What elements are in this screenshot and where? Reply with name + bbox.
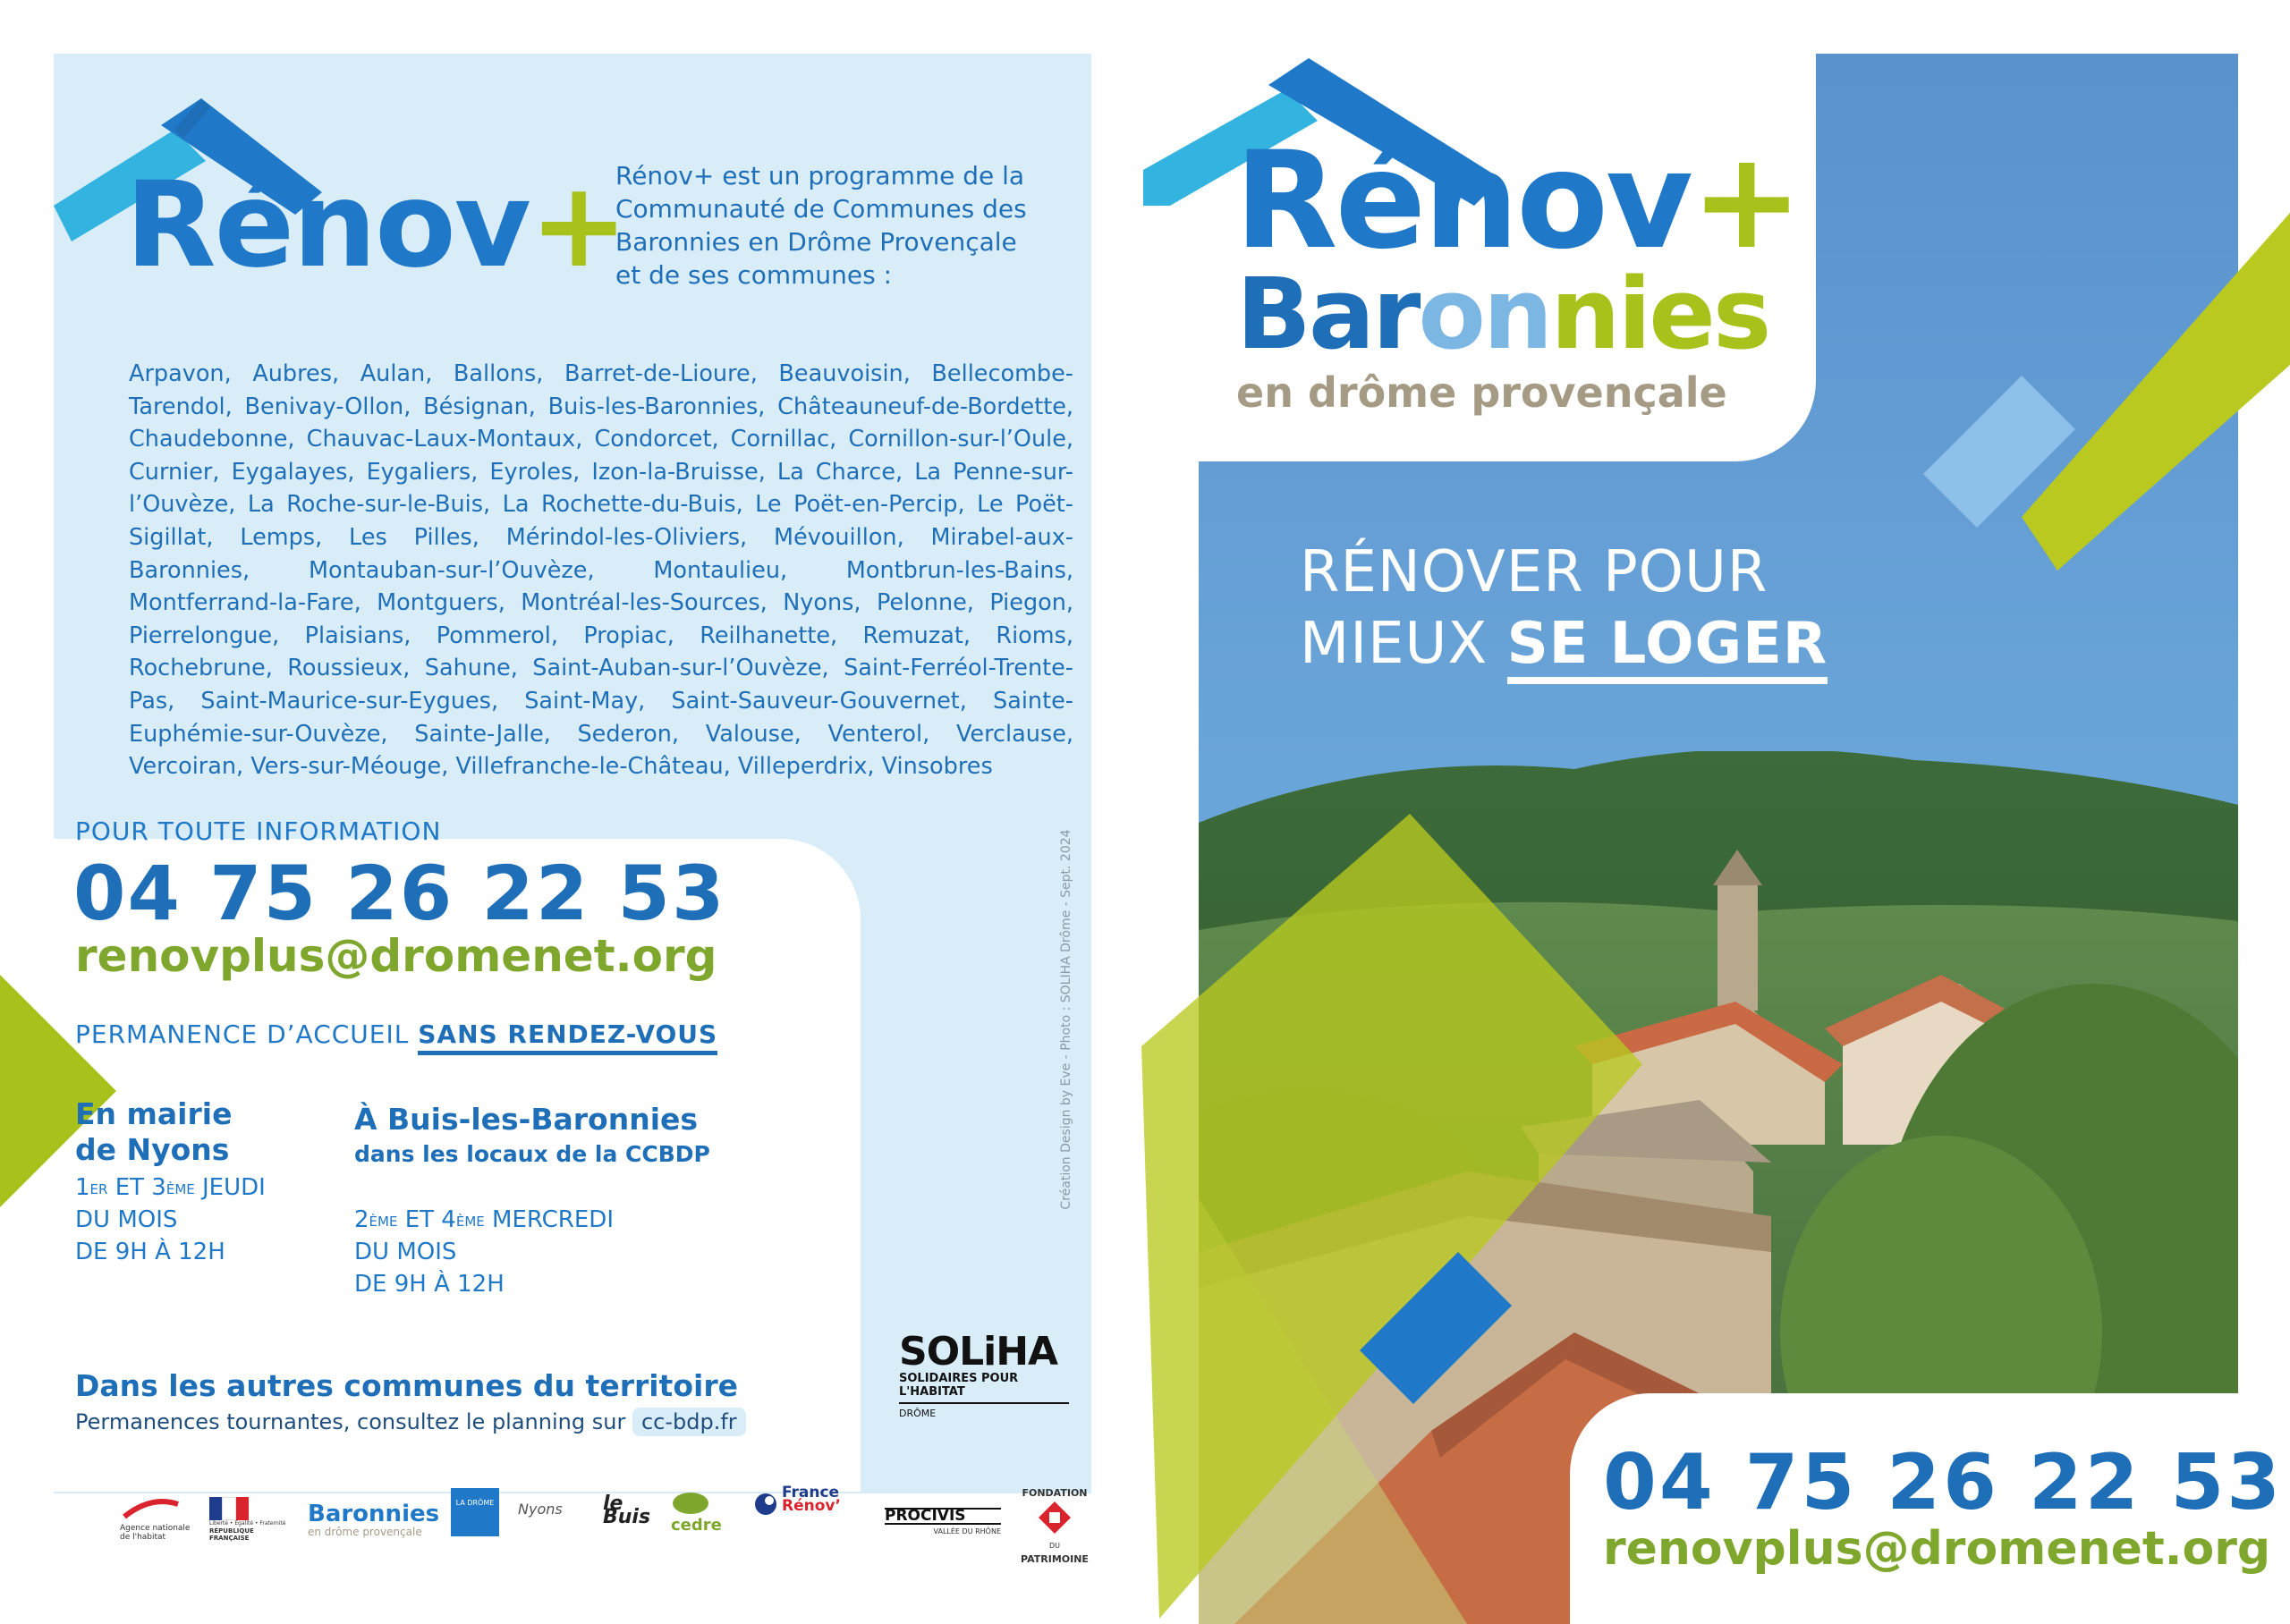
partner-logos: [120, 1484, 1095, 1565]
procivis-logo: PROCIVIS VALLÉE DU RHÔNE: [885, 1507, 1001, 1535]
france-renov-icon: [753, 1492, 778, 1517]
nyons-logo: Nyons: [518, 1501, 563, 1518]
cedre-logo: cedre: [671, 1492, 725, 1532]
credits-vertical: Création Design by Eve - Photo : SOLIHA Drôme - Sept. 2024: [1059, 829, 1073, 1210]
blue-square-decoration: [1360, 1252, 1530, 1404]
phone-number[interactable]: 04 75 26 22 53: [73, 850, 726, 937]
email-address-right[interactable]: renovplus@dromenet.org: [1603, 1522, 2271, 1576]
se-loger-highlight: SE LOGER: [1507, 611, 1828, 684]
baronnies-logo: Baronnies en drôme provençale: [308, 1501, 440, 1538]
intro-text: Rénov+ est un programme de la Communauté de Communes des Baronnies en Drôme Provençale et de ses communes :: [615, 161, 1027, 290]
cedre-icon: [671, 1492, 710, 1515]
credits-text: [1107, 859, 1134, 1288]
renov-plus-logo: Rénov+: [125, 156, 627, 294]
permanence-label: PERMANENCE D’ACCUEIL SANS RENDEZ-VOUS: [75, 1019, 717, 1049]
buis-subtitle: dans les locaux de la CCBDP: [354, 1141, 710, 1167]
buis-schedule: 2ÈME ET 4ÈME MERCREDI DU MOIS DE 9H À 12H: [354, 1206, 614, 1298]
communes-list: Arpavon, Aubres, Aulan, Ballons, Barret-de-Lioure, Beauvoisin, Bellecombe-Tarendol, Benivay-Ollon, Bésignan, Buis-les-Baronnies, Châteauneuf-de-Bordette, Chaudebonne, Chauvac-Laux-Montaux, Condorcet, Cornillac, Cornillon-sur-l’Oule, Curnier, Eygalayes, Eygaliers, Eyroles, Izon-la-Bruisse, La Charce, La Penne-sur-l’Ouvèze, La Roche-sur-le-Buis, La Rochette-du-Buis, Le Poët-en-Percip, Le Poët-Sigillat, Lemps, Les Pilles, Mérindol-les-Oliviers, Mévouillon, Mirabel-aux-Baronnies, Montauban-sur-l’Ouvèze, Montaulieu, Montbrun-les-Bains, Montferrand-la-Fare, Montguers, Montréal-les-Sources, Nyons, Pelonne, Piegon, Pierrelongue, Plaisians, Pommerol, Propiac, Reilhanette, Remuzat, Rioms, Rochebrune, Roussieux, Sahune, Saint-Auban-sur-l’Ouvèze, Saint-Ferréol-Trente-Pas, Saint-Maurice-sur-Eygues, Saint-May, Saint-Sauveur-Gouvernet, Sainte-Euphémie-sur-Ouvèze, Sainte-Jalle, Sederon, Valouse, Venterol, Verclause, Vercoiran, Vers-sur-Méouge, Villefranche-le-Château, Villeperdrix, Vinsobres: [129, 360, 1073, 781]
drome-provencale-subtitle: en drôme provençale: [1236, 368, 1727, 417]
anah-logo: Agence nationale de l'habitat: [120, 1495, 191, 1542]
green-triangle-decoration: [1141, 814, 1642, 1624]
france-renov-logo: France Rénov’: [753, 1486, 878, 1513]
buis-title: À Buis-les-Baronnies: [354, 1102, 699, 1137]
baronnies-logo-right: Baronnies: [1236, 257, 1769, 371]
fondation-patrimoine-logo: FONDATION DU PATRIMOINE: [1021, 1487, 1089, 1565]
renov-plus-logo-right: Rénov+: [1234, 123, 1801, 279]
la-drome-logo: LA DRÔME: [451, 1488, 499, 1536]
nyons-schedule: 1ER ET 3ÈME JEUDI DU MOIS DE 9H À 12H: [75, 1174, 266, 1265]
republique-francaise-logo: Liberté • Égalité • Fraternité RÉPUBLIQUE FRANÇAISE: [209, 1497, 290, 1542]
le-buis-logo: le Buis: [603, 1493, 651, 1528]
fondation-patrimoine-icon: [1037, 1500, 1073, 1535]
anah-icon: [120, 1495, 182, 1520]
nyons-title: En mairie de Nyons: [75, 1096, 233, 1167]
other-communes-title: Dans les autres communes du territoire: [75, 1368, 738, 1403]
email-address[interactable]: renovplus@dromenet.org: [75, 930, 717, 982]
soliha-logo: SOLiHA SOLIDAIRES POUR L'HABITAT DRÔME: [899, 1332, 1069, 1419]
sans-rendez-vous-highlight: SANS RENDEZ-VOUS: [418, 1019, 717, 1055]
phone-number-right[interactable]: 04 75 26 22 53: [1603, 1438, 2284, 1527]
info-label: POUR TOUTE INFORMATION: [75, 816, 442, 846]
light-blue-square-decoration: [1923, 367, 2084, 528]
other-communes-text: Permanences tournantes, consultez le planning sur cc-bdp.fr: [75, 1409, 746, 1434]
website-link[interactable]: cc-bdp.fr: [632, 1408, 746, 1436]
headline: RÉNOVER POUR MIEUX SE LOGER: [1300, 537, 1828, 680]
